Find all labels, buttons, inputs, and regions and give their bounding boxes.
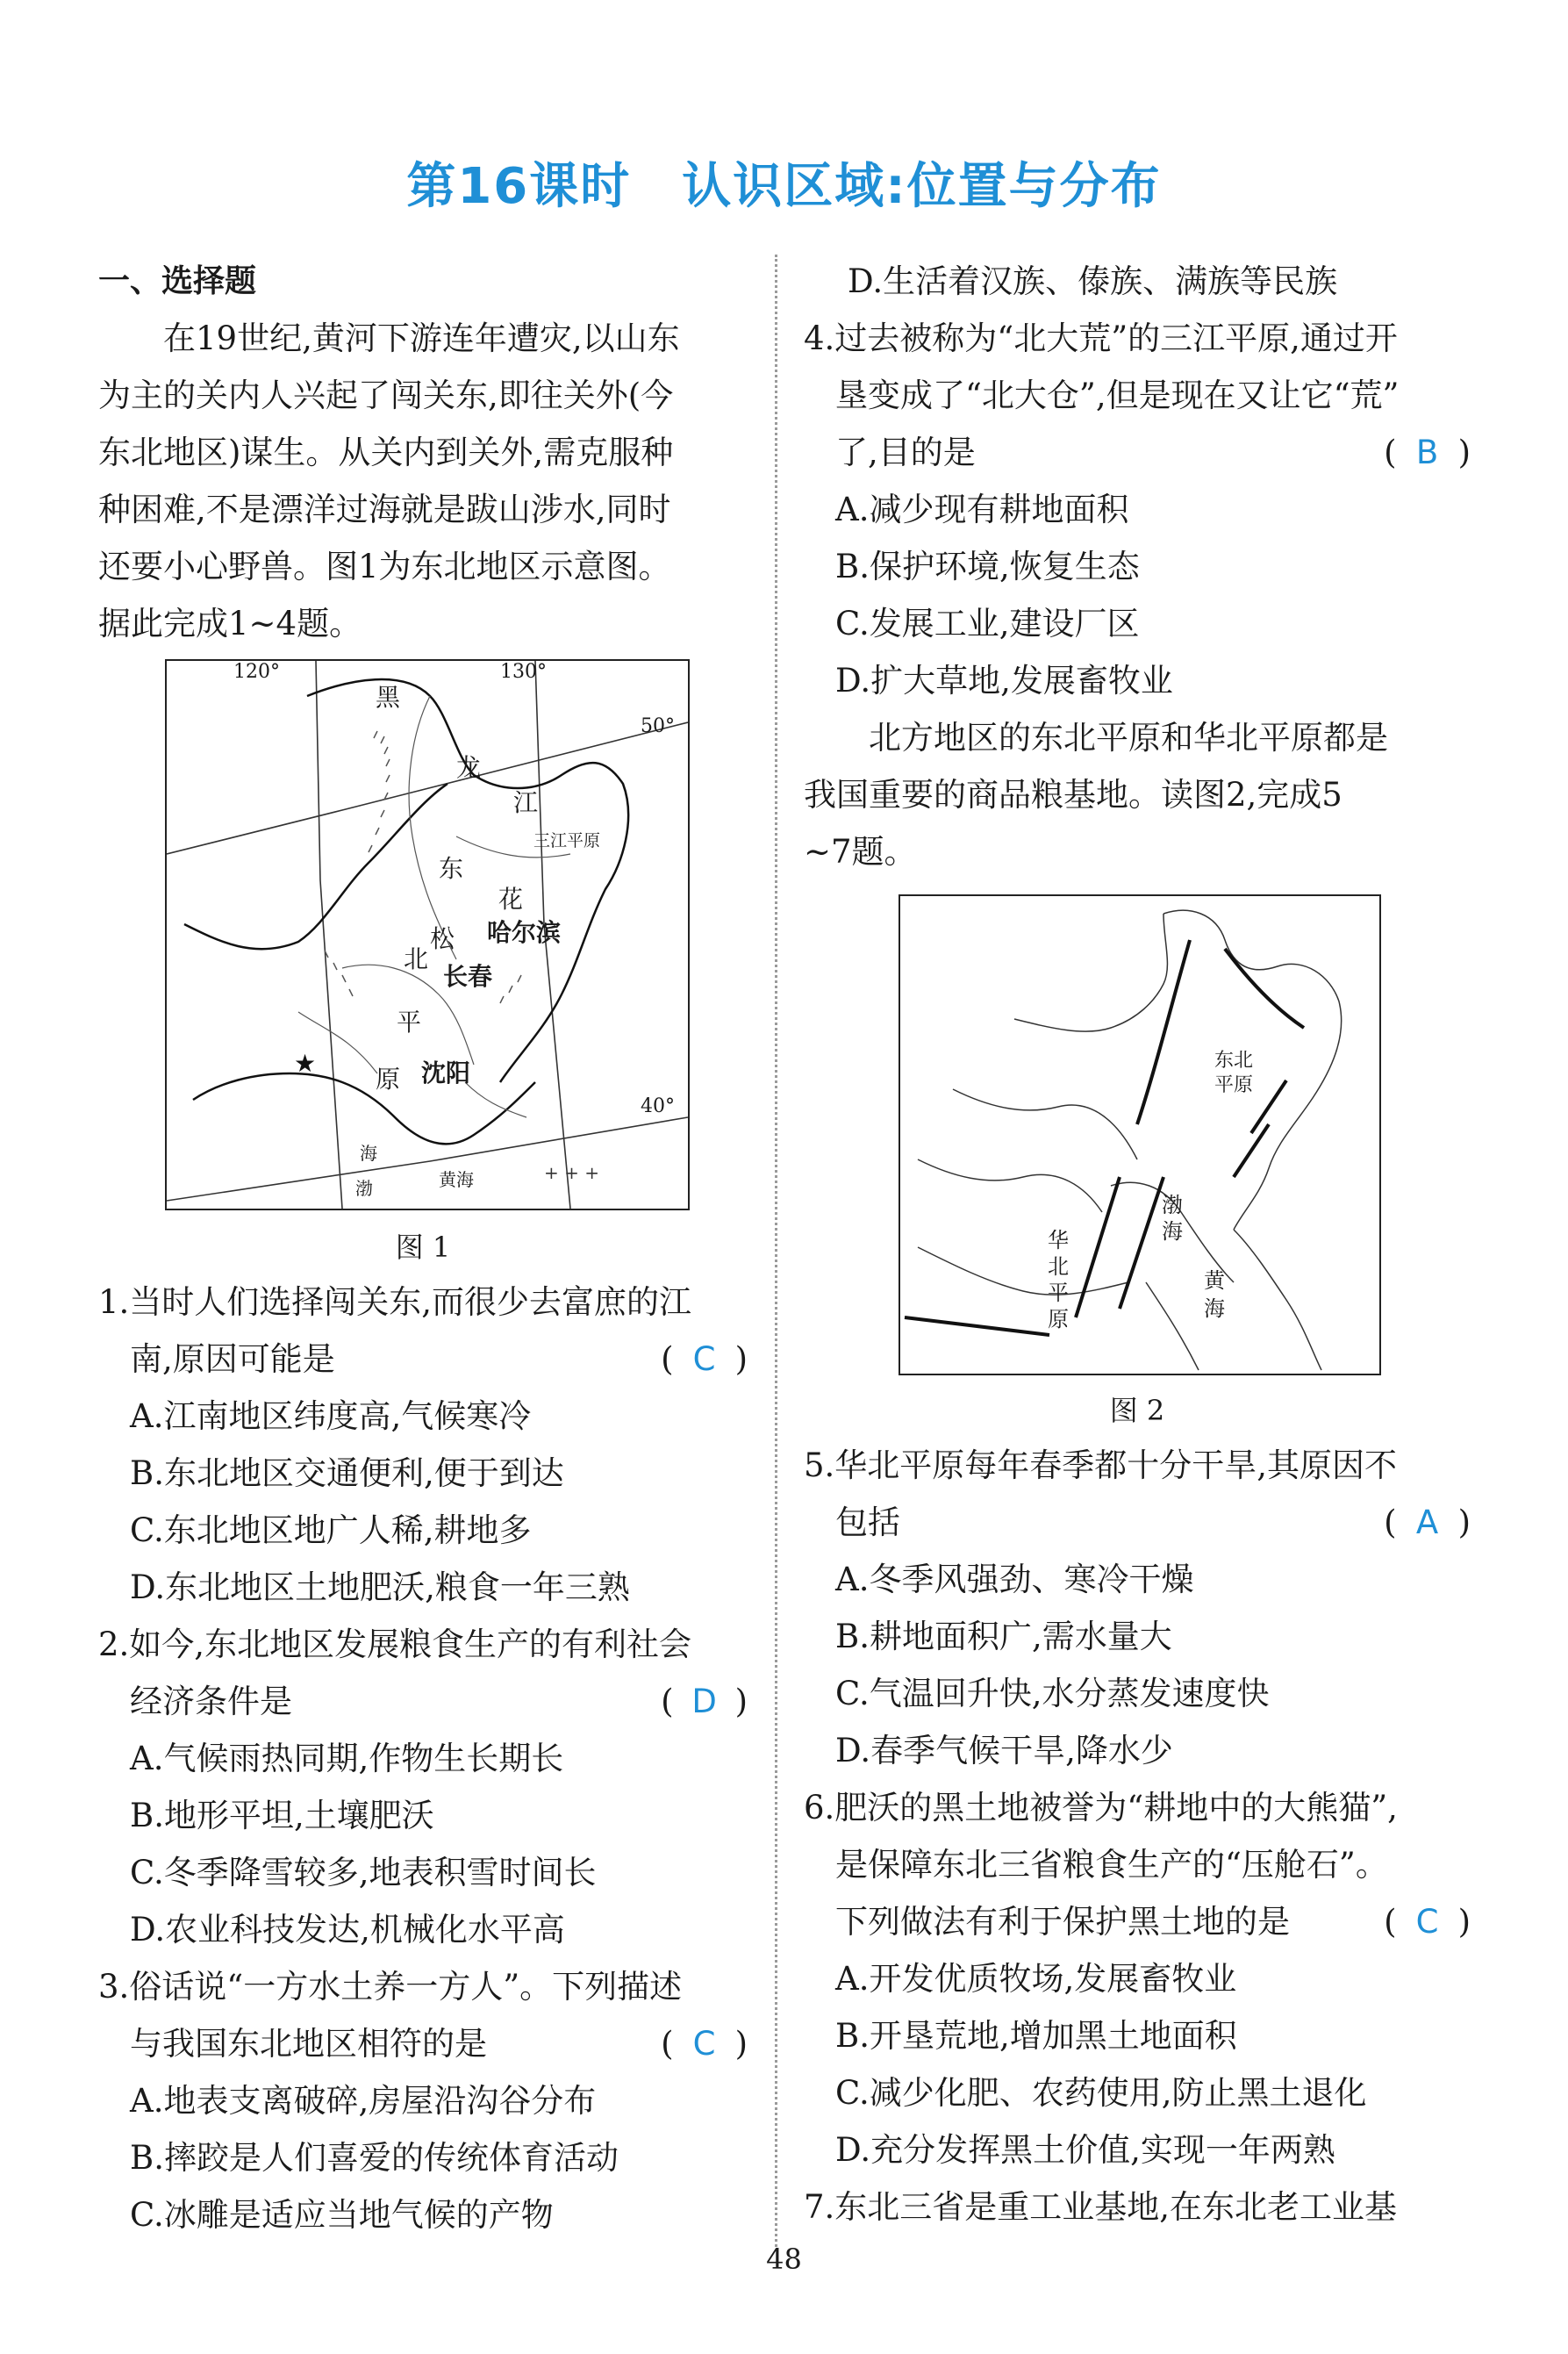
q1-answer: [661, 1331, 748, 1388]
paren-close: ): [734, 1683, 748, 1720]
q3-answer: [661, 2015, 748, 2072]
hei-label: 黑: [376, 683, 401, 712]
bohai2-label: 海: [1162, 1219, 1183, 1244]
q6-stem: 是保障东北三省粮食生产的“压舱石”。: [835, 1846, 1388, 1884]
q3-answer-letter: C: [692, 2025, 716, 2063]
q2-answer: [661, 1673, 748, 1730]
paren-close: ): [1457, 434, 1471, 471]
lat-40-label: 40°: [641, 1095, 675, 1117]
q3-stem: 3.俗话说“一方水土养一方人”。下列描述: [98, 1968, 683, 2006]
figure-1-caption: 图 1: [395, 1231, 451, 1264]
intro2-line: ~7题。: [804, 833, 917, 871]
intro-line: 种困难,不是漂洋过海就是跋山涉水,同时: [98, 491, 671, 528]
db2-label: 平原: [1214, 1074, 1254, 1096]
page-number: 48: [766, 2243, 802, 2276]
section-heading: 一、选择题: [98, 263, 257, 299]
q4-option: C.发展工业,建设厂区: [835, 605, 1140, 642]
northeast-map-svg: [167, 661, 688, 1209]
hb4-label: 原: [1048, 1307, 1069, 1331]
intro-line: 为主的关内人兴起了闯关东,即往关外(今: [98, 377, 674, 414]
huanghai-label: 黄海: [439, 1169, 474, 1190]
svg-text:+ + +: + + +: [544, 1162, 599, 1183]
intro-line: 还要小心野兽。图1为东北地区示意图。: [98, 548, 671, 585]
q4-answer: [1384, 424, 1471, 481]
svg-text:★: ★: [294, 1049, 317, 1078]
q4-stem: [804, 424, 1471, 481]
paren-open: (: [661, 1683, 674, 1720]
dong-label: 东: [439, 854, 464, 883]
q1-option: A.江南地区纬度高,气候寒冷: [130, 1397, 532, 1435]
paren-open: (: [1384, 1504, 1397, 1541]
q5-option: B.耕地面积广,需水量大: [835, 1618, 1172, 1655]
q6-option: D.充分发挥黑土价值,实现一年两熟: [835, 2131, 1335, 2169]
figure-2-caption: 图 2: [1109, 1394, 1165, 1427]
q4-stem-text: 了,目的是: [835, 434, 976, 471]
q6-option: C.减少化肥、农药使用,防止黑土退化: [835, 2074, 1367, 2112]
q1-option: B.东北地区交通便利,便于到达: [130, 1454, 564, 1492]
hb3-label: 平: [1048, 1281, 1069, 1305]
q4-option: D.扩大草地,发展畜牧业: [835, 662, 1173, 700]
q5-stem: [804, 1494, 1471, 1551]
intro2-line: 我国重要的商品粮基地。读图2,完成5: [804, 776, 1342, 814]
bohai1-label: 渤: [1162, 1193, 1183, 1217]
figure-2-map: [899, 894, 1381, 1375]
shenyang-label: 沈阳: [421, 1059, 471, 1087]
paren-open: (: [661, 2025, 674, 2063]
q4-option: B.保护环境,恢复生态: [835, 548, 1140, 585]
q4-stem: 垦变成了“北大仓”,但是现在又让它“荒”: [835, 377, 1400, 414]
intro2-line: 北方地区的东北平原和华北平原都是: [869, 719, 1388, 757]
q5-answer-letter: A: [1415, 1504, 1439, 1541]
q2-stem-text: 经济条件是: [130, 1683, 292, 1720]
changchun-label: 长春: [443, 962, 493, 991]
q1-option: C.东北地区地广人稀,耕地多: [130, 1511, 532, 1549]
long-label: 龙: [456, 753, 482, 782]
left-column: [98, 253, 748, 2243]
paren-close: ): [1457, 1903, 1471, 1941]
bo-label: 渤: [355, 1178, 373, 1199]
intro-line: 东北地区)谋生。从关内到关外,需克服种: [98, 434, 674, 471]
q5-option: A.冬季风强劲、寒冷干燥: [835, 1561, 1194, 1598]
q1-option: D.东北地区土地肥沃,粮食一年三熟: [130, 1568, 630, 1606]
yuan-label: 原: [376, 1065, 401, 1094]
q1-stem-text: 南,原因可能是: [130, 1340, 335, 1378]
ping-label: 平: [397, 1008, 422, 1037]
q1-stem: 1.当时人们选择闯关东,而很少去富庶的江: [98, 1283, 692, 1321]
q2-option: A.气候雨热同期,作物生长期长: [130, 1740, 564, 1777]
q6-stem: [804, 1893, 1471, 1950]
q2-option: D.农业科技发达,机械化水平高: [130, 1911, 565, 1949]
q3-option: B.摔跤是人们喜爱的传统体育活动: [130, 2139, 619, 2177]
north-china-map-svg: [900, 896, 1379, 1374]
q3-stem: [98, 2015, 748, 2072]
q1-answer-letter: C: [692, 1340, 716, 1378]
q5-answer: [1384, 1494, 1471, 1551]
intro-line: 据此完成1~4题。: [98, 605, 362, 642]
q5-stem-text: 包括: [835, 1504, 900, 1541]
q2-answer-letter: D: [691, 1683, 717, 1720]
harbin-label: 哈尔滨: [487, 918, 562, 947]
paren-close: ): [1457, 1504, 1471, 1541]
db1-label: 东北: [1214, 1050, 1254, 1072]
q6-option: A.开发优质牧场,发展畜牧业: [835, 1960, 1237, 1998]
q5-option: C.气温回升快,水分蒸发速度快: [835, 1675, 1270, 1712]
hai-label: 海: [360, 1143, 377, 1164]
lat-50-label: 50°: [641, 715, 675, 737]
huang1-label: 黄: [1204, 1268, 1225, 1293]
lon-130-label: 130°: [500, 661, 547, 683]
q6-stem-text: 下列做法有利于保护黑土地的是: [835, 1903, 1290, 1941]
sanjiang-label: 三江平原: [533, 831, 601, 850]
q3-stem-text: 与我国东北地区相符的是: [130, 2025, 487, 2063]
q6-answer-letter: C: [1415, 1903, 1439, 1941]
q3-option: A.地表支离破碎,房屋沿沟谷分布: [130, 2082, 597, 2120]
paren-close: ): [734, 2025, 748, 2063]
hb1-label: 华: [1048, 1228, 1069, 1252]
right-column: [804, 253, 1471, 2236]
q7-stem: 7.东北三省是重工业基地,在东北老工业基: [804, 2188, 1398, 2226]
q4-option: A.减少现有耕地面积: [835, 491, 1129, 528]
paren-open: (: [1384, 1903, 1397, 1941]
q2-stem: [98, 1673, 748, 1730]
q3-option: C.冰雕是适应当地气候的产物: [130, 2196, 554, 2234]
q4-answer-letter: B: [1415, 434, 1439, 471]
q1-stem: [98, 1331, 748, 1388]
jiang-label: 江: [513, 788, 539, 817]
q2-stem: 2.如今,东北地区发展粮食生产的有利社会: [98, 1626, 692, 1663]
q6-stem: 6.肥沃的黑土地被誉为“耕地中的大熊猫”,: [804, 1789, 1398, 1827]
q2-option: C.冬季降雪较多,地表积雪时间长: [130, 1854, 597, 1891]
q6-option: B.开垦荒地,增加黑土地面积: [835, 2017, 1237, 2055]
q6-answer: [1384, 1893, 1471, 1950]
q5-stem: 5.华北平原每年春季都十分干旱,其原因不: [804, 1446, 1398, 1484]
hb2-label: 北: [1048, 1254, 1069, 1279]
paren-open: (: [661, 1340, 674, 1378]
paren-close: ): [734, 1340, 748, 1378]
column-divider: [775, 255, 777, 2247]
intro-line: 在19世纪,黄河下游连年遭灾,以山东: [163, 319, 680, 357]
q3-option: D.生活着汉族、傣族、满族等民族: [848, 262, 1338, 300]
page-title: 第16课时 认识区域:位置与分布: [406, 158, 1162, 215]
q5-option: D.春季气候干旱,降水少: [835, 1732, 1173, 1769]
hua-label: 花: [498, 885, 524, 914]
bei-label: 北: [404, 944, 429, 973]
song-label: 松: [430, 924, 455, 953]
q4-stem: 4.过去被称为“北大荒”的三江平原,通过开: [804, 319, 1398, 357]
figure-1-map: [165, 659, 690, 1210]
q2-option: B.地形平坦,土壤肥沃: [130, 1797, 434, 1834]
huang2-label: 海: [1204, 1296, 1225, 1321]
lon-120-label: 120°: [233, 661, 280, 683]
paren-open: (: [1384, 434, 1397, 471]
